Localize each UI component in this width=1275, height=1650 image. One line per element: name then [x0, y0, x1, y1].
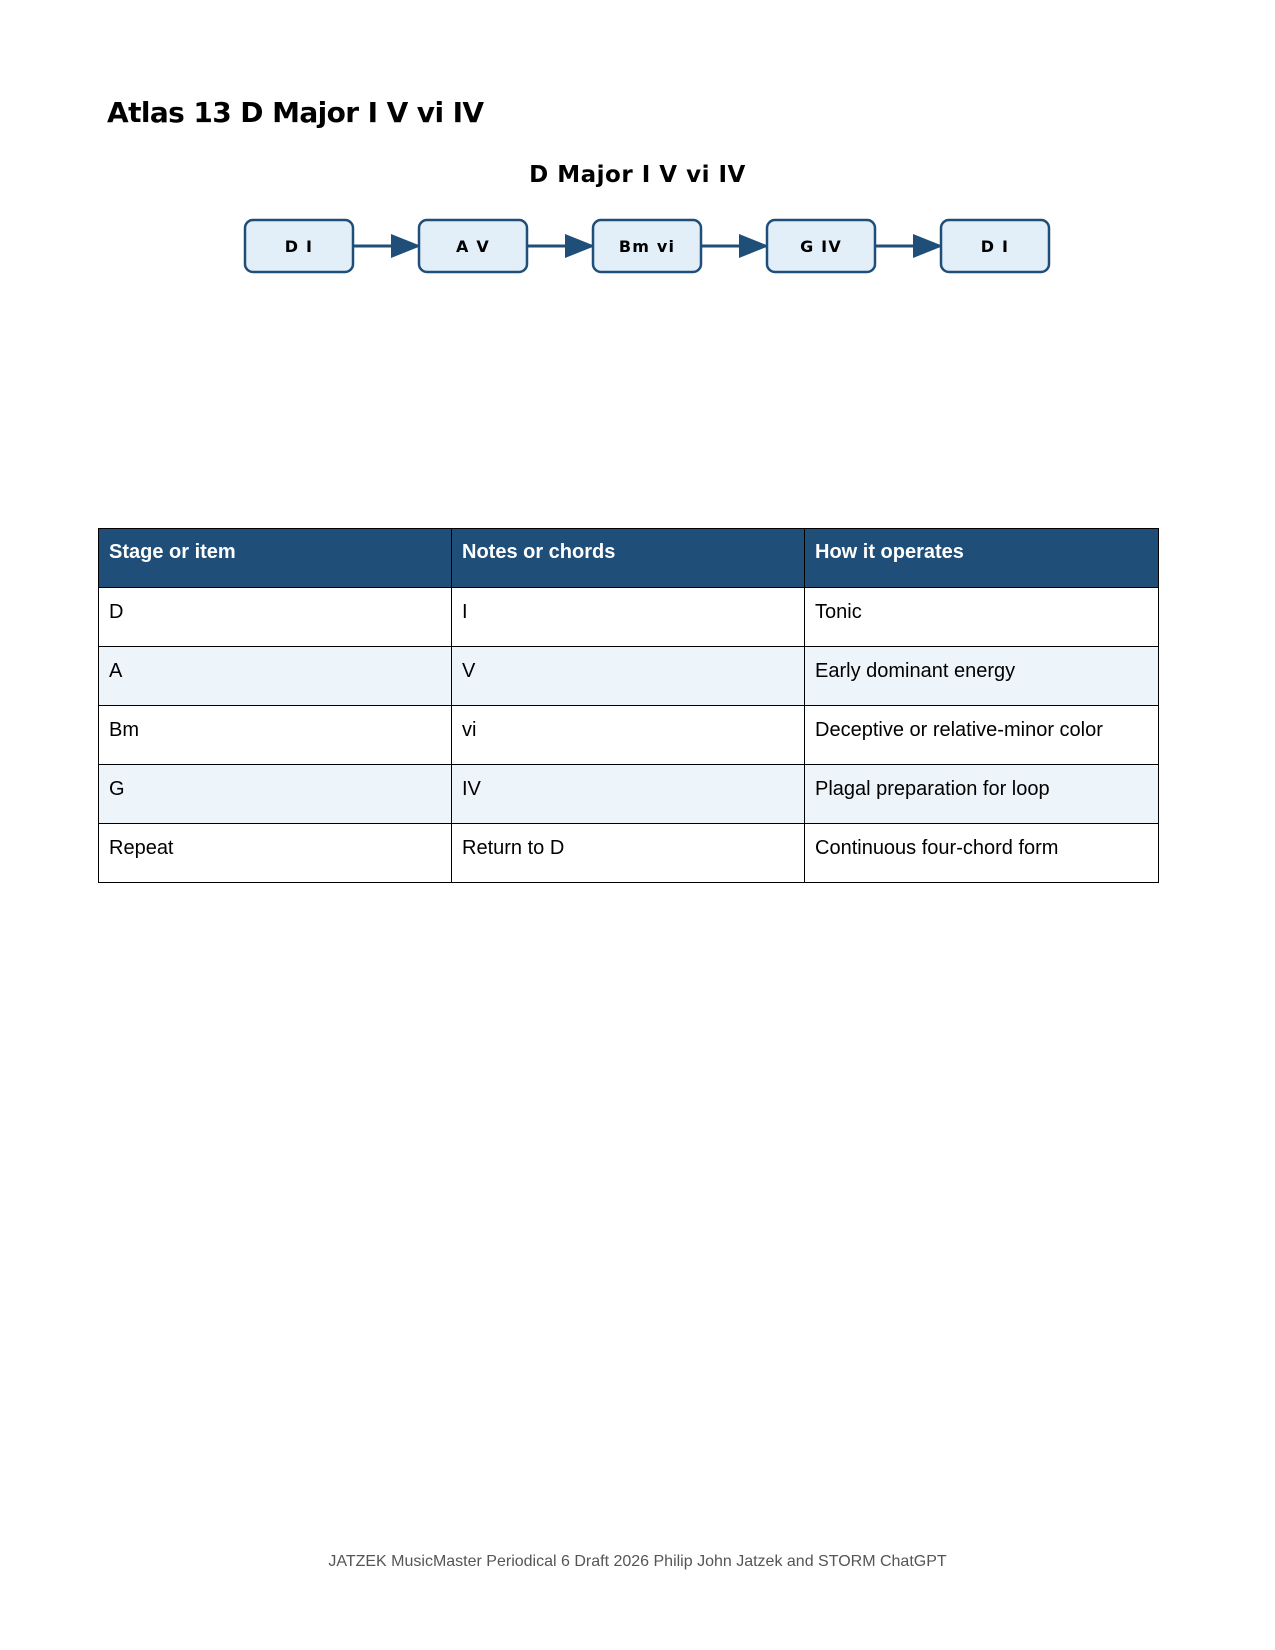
cell-stage: A: [99, 647, 452, 706]
cell-operation: Plagal preparation for loop: [805, 765, 1159, 824]
table-row: [99, 765, 1159, 824]
chord-node-label: D I: [284, 237, 314, 256]
table-header-row: [99, 529, 1159, 588]
cell-notes: IV: [452, 765, 805, 824]
cell-notes: Return to D: [452, 824, 805, 883]
cell-stage: Bm: [99, 706, 452, 765]
diagram-title: D Major I V vi IV: [529, 162, 746, 188]
flow-svg: [0, 150, 1275, 330]
chord-node-label: G IV: [800, 237, 842, 256]
chord-node-label: A V: [456, 237, 490, 256]
chord-node-label: D I: [980, 237, 1010, 256]
cell-notes: V: [452, 647, 805, 706]
cell-stage: D: [99, 588, 452, 647]
chord-table: [98, 528, 1159, 883]
cell-notes: vi: [452, 706, 805, 765]
cell-operation: Deceptive or relative-minor color: [805, 706, 1159, 765]
cell-stage: Repeat: [99, 824, 452, 883]
table-row: [99, 588, 1159, 647]
table-row: [99, 647, 1159, 706]
cell-notes: I: [452, 588, 805, 647]
page-heading: Atlas 13 D Major I V vi IV: [107, 96, 484, 129]
cell-operation: Early dominant energy: [805, 647, 1159, 706]
header-stage: Stage or item: [99, 529, 452, 588]
header-operation: How it operates: [805, 529, 1159, 588]
page-footer: JATZEK MusicMaster Periodical 6 Draft 2026 Philip John Jatzek and STORM ChatGPT: [328, 1553, 947, 1570]
cell-operation: Continuous four-chord form: [805, 824, 1159, 883]
chord-node-label: Bm vi: [618, 237, 676, 256]
cell-stage: G: [99, 765, 452, 824]
cell-operation: Tonic: [805, 588, 1159, 647]
header-notes: Notes or chords: [452, 529, 805, 588]
table-row: [99, 824, 1159, 883]
chord-progression-diagram: [0, 150, 1275, 330]
table-row: [99, 706, 1159, 765]
